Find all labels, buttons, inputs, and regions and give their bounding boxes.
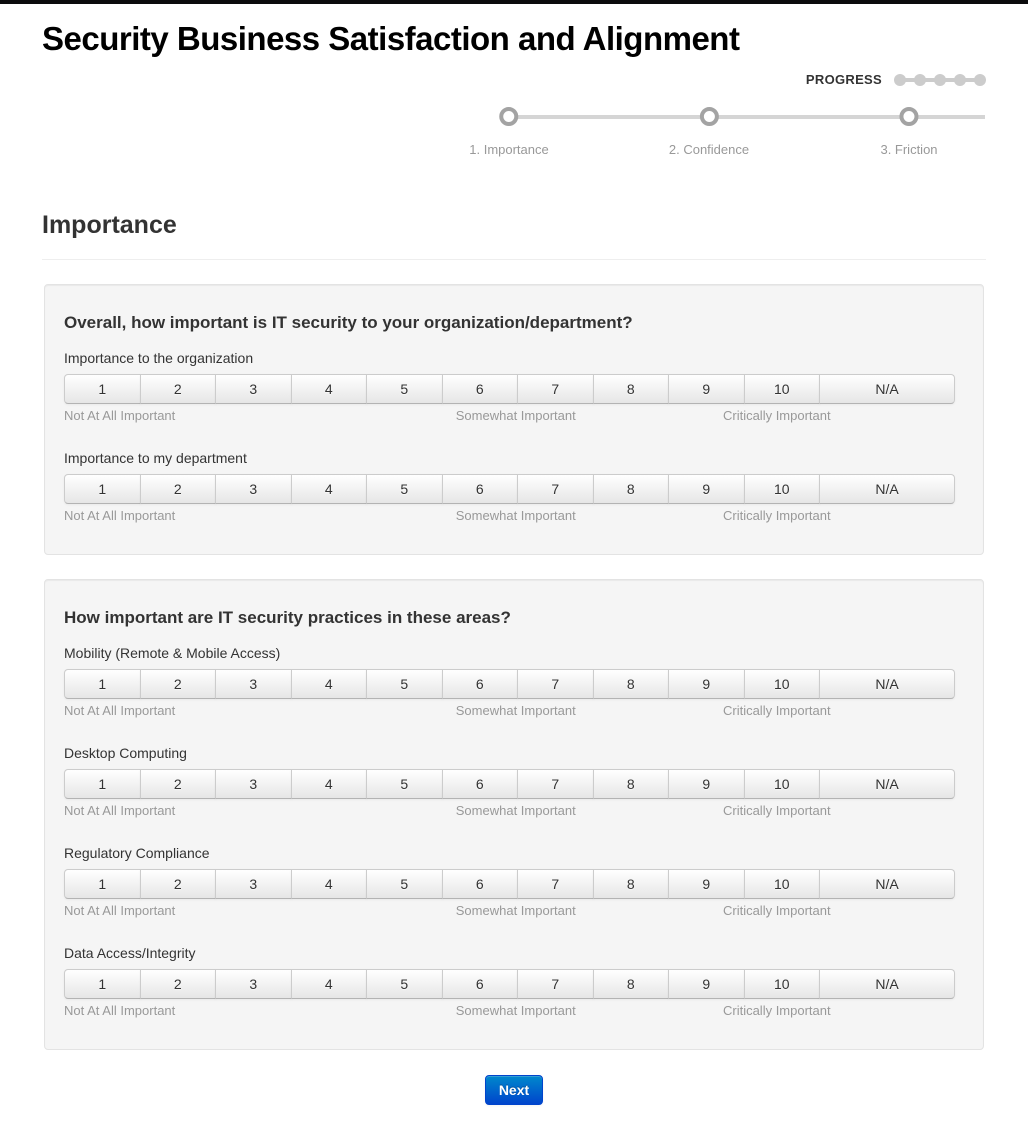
rating-button-n-a[interactable]: N/A bbox=[819, 474, 955, 504]
rating-button-3[interactable]: 3 bbox=[215, 969, 292, 999]
rating-button-2[interactable]: 2 bbox=[140, 669, 217, 699]
scale-label-high: Critically Important bbox=[722, 902, 831, 918]
question-label: Importance to the organization bbox=[64, 349, 254, 366]
rating-button-7[interactable]: 7 bbox=[517, 969, 594, 999]
rating-button-n-a[interactable]: N/A bbox=[819, 769, 955, 799]
scale-label-mid: Somewhat Important bbox=[455, 507, 576, 523]
rating-question bbox=[64, 845, 964, 918]
next-button[interactable]: Next bbox=[485, 1075, 543, 1105]
rating-button-5[interactable]: 5 bbox=[366, 474, 443, 504]
rating-button-2[interactable]: 2 bbox=[140, 769, 217, 799]
rating-button-10[interactable]: 10 bbox=[744, 374, 821, 404]
rating-scale bbox=[64, 669, 955, 699]
scale-label-low: Not At All Important bbox=[64, 802, 176, 818]
rating-button-1[interactable]: 1 bbox=[64, 869, 141, 899]
rating-button-8[interactable]: 8 bbox=[593, 769, 670, 799]
step-circle-icon bbox=[699, 107, 718, 126]
question-label: Importance to my department bbox=[64, 449, 247, 466]
rating-button-9[interactable]: 9 bbox=[668, 969, 745, 999]
rating-button-2[interactable]: 2 bbox=[140, 374, 217, 404]
scale-label-low: Not At All Important bbox=[64, 902, 176, 918]
rating-button-8[interactable]: 8 bbox=[593, 669, 670, 699]
scale-annotations bbox=[64, 803, 955, 818]
rating-button-9[interactable]: 9 bbox=[668, 769, 745, 799]
question-list bbox=[64, 645, 964, 1018]
rating-button-3[interactable]: 3 bbox=[215, 669, 292, 699]
top-accent-bar bbox=[0, 0, 1028, 4]
rating-button-9[interactable]: 9 bbox=[668, 374, 745, 404]
rating-button-4[interactable]: 4 bbox=[291, 374, 368, 404]
progress-row bbox=[42, 72, 986, 88]
scale-annotations bbox=[64, 903, 955, 918]
rating-button-1[interactable]: 1 bbox=[64, 669, 141, 699]
step-circle-icon bbox=[899, 107, 918, 126]
rating-button-n-a[interactable]: N/A bbox=[819, 374, 955, 404]
rating-button-5[interactable]: 5 bbox=[366, 869, 443, 899]
rating-button-4[interactable]: 4 bbox=[291, 474, 368, 504]
rating-button-4[interactable]: 4 bbox=[291, 769, 368, 799]
question-label: Regulatory Compliance bbox=[64, 844, 210, 861]
rating-button-3[interactable]: 3 bbox=[215, 374, 292, 404]
rating-button-7[interactable]: 7 bbox=[517, 669, 594, 699]
rating-button-n-a[interactable]: N/A bbox=[819, 869, 955, 899]
scale-label-mid: Somewhat Important bbox=[455, 1002, 576, 1018]
scale-annotations bbox=[64, 703, 955, 718]
rating-button-4[interactable]: 4 bbox=[291, 969, 368, 999]
scale-label-high: Critically Important bbox=[722, 702, 831, 718]
step-circle-icon bbox=[500, 107, 519, 126]
rating-button-7[interactable]: 7 bbox=[517, 374, 594, 404]
survey-page bbox=[0, 19, 1028, 1105]
footer bbox=[42, 1075, 986, 1105]
rating-button-6[interactable]: 6 bbox=[442, 474, 519, 504]
scale-label-mid: Somewhat Important bbox=[455, 902, 576, 918]
rating-button-6[interactable]: 6 bbox=[442, 869, 519, 899]
rating-button-1[interactable]: 1 bbox=[64, 474, 141, 504]
rating-button-10[interactable]: 10 bbox=[744, 769, 821, 799]
rating-scale bbox=[64, 769, 955, 799]
rating-button-10[interactable]: 10 bbox=[744, 869, 821, 899]
question-panel bbox=[44, 579, 984, 1050]
rating-button-4[interactable]: 4 bbox=[291, 869, 368, 899]
scale-label-mid: Somewhat Important bbox=[455, 702, 576, 718]
rating-button-5[interactable]: 5 bbox=[366, 669, 443, 699]
scale-label-high: Critically Important bbox=[722, 1002, 831, 1018]
rating-button-8[interactable]: 8 bbox=[593, 969, 670, 999]
scale-label-low: Not At All Important bbox=[64, 407, 176, 423]
section-divider bbox=[42, 259, 986, 260]
question-label: Desktop Computing bbox=[64, 744, 187, 761]
rating-button-8[interactable]: 8 bbox=[593, 474, 670, 504]
rating-button-2[interactable]: 2 bbox=[140, 969, 217, 999]
rating-button-4[interactable]: 4 bbox=[291, 669, 368, 699]
scale-label-mid: Somewhat Important bbox=[455, 802, 576, 818]
scale-label-low: Not At All Important bbox=[64, 702, 176, 718]
scale-annotations bbox=[64, 508, 955, 523]
rating-button-5[interactable]: 5 bbox=[366, 969, 443, 999]
rating-button-9[interactable]: 9 bbox=[668, 869, 745, 899]
scale-label-high: Critically Important bbox=[722, 407, 831, 423]
progress-dot bbox=[974, 74, 986, 86]
rating-button-n-a[interactable]: N/A bbox=[819, 669, 955, 699]
rating-button-1[interactable]: 1 bbox=[64, 769, 141, 799]
panel-title: How important are IT security practices in these areas? bbox=[64, 607, 511, 627]
rating-button-8[interactable]: 8 bbox=[593, 869, 670, 899]
rating-button-9[interactable]: 9 bbox=[668, 474, 745, 504]
rating-button-6[interactable]: 6 bbox=[442, 374, 519, 404]
rating-button-1[interactable]: 1 bbox=[64, 374, 141, 404]
scale-label-low: Not At All Important bbox=[64, 1002, 176, 1018]
section-heading: Importance bbox=[42, 210, 177, 239]
rating-scale bbox=[64, 474, 955, 504]
rating-button-5[interactable]: 5 bbox=[366, 769, 443, 799]
rating-button-n-a[interactable]: N/A bbox=[819, 969, 955, 999]
rating-question bbox=[64, 745, 964, 818]
rating-button-9[interactable]: 9 bbox=[668, 669, 745, 699]
page-title: Security Business Satisfaction and Alignment bbox=[42, 20, 740, 57]
rating-button-6[interactable]: 6 bbox=[442, 769, 519, 799]
rating-button-2[interactable]: 2 bbox=[140, 474, 217, 504]
rating-button-10[interactable]: 10 bbox=[744, 474, 821, 504]
rating-button-8[interactable]: 8 bbox=[593, 374, 670, 404]
rating-button-7[interactable]: 7 bbox=[517, 869, 594, 899]
progress-label: PROGRESS bbox=[805, 72, 882, 88]
scale-annotations bbox=[64, 1003, 955, 1018]
rating-question bbox=[64, 450, 964, 523]
scale-label-low: Not At All Important bbox=[64, 507, 176, 523]
step-label: 1. Importance bbox=[469, 141, 549, 157]
rating-button-6[interactable]: 6 bbox=[442, 669, 519, 699]
rating-button-10[interactable]: 10 bbox=[744, 969, 821, 999]
rating-question bbox=[64, 645, 964, 718]
rating-scale bbox=[64, 869, 955, 899]
rating-scale bbox=[64, 969, 955, 999]
question-panel bbox=[44, 284, 984, 555]
rating-button-3[interactable]: 3 bbox=[215, 474, 292, 504]
rating-button-1[interactable]: 1 bbox=[64, 969, 141, 999]
stepper-step-confidence bbox=[669, 107, 749, 157]
rating-button-3[interactable]: 3 bbox=[215, 769, 292, 799]
step-label: 3. Friction bbox=[880, 141, 938, 157]
rating-question bbox=[64, 350, 964, 423]
rating-button-10[interactable]: 10 bbox=[744, 669, 821, 699]
question-label: Data Access/Integrity bbox=[64, 944, 196, 961]
rating-question bbox=[64, 945, 964, 1018]
rating-button-6[interactable]: 6 bbox=[442, 969, 519, 999]
stepper-step-importance bbox=[469, 107, 549, 157]
question-label: Mobility (Remote & Mobile Access) bbox=[64, 644, 281, 661]
rating-button-7[interactable]: 7 bbox=[517, 769, 594, 799]
scale-label-high: Critically Important bbox=[722, 802, 831, 818]
stepper-step-friction bbox=[880, 107, 937, 157]
panel-title: Overall, how important is IT security to your organization/department? bbox=[64, 312, 633, 332]
rating-button-7[interactable]: 7 bbox=[517, 474, 594, 504]
question-list bbox=[64, 350, 964, 523]
rating-scale bbox=[64, 374, 955, 404]
scale-label-high: Critically Important bbox=[722, 507, 831, 523]
panels-container bbox=[42, 284, 986, 1050]
wizard-stepper bbox=[42, 107, 986, 175]
rating-button-3[interactable]: 3 bbox=[215, 869, 292, 899]
scale-label-mid: Somewhat Important bbox=[455, 407, 576, 423]
rating-button-5[interactable]: 5 bbox=[366, 374, 443, 404]
progress-dots-indicator bbox=[894, 74, 986, 86]
step-label: 2. Confidence bbox=[668, 141, 750, 157]
rating-button-2[interactable]: 2 bbox=[140, 869, 217, 899]
scale-annotations bbox=[64, 408, 955, 423]
